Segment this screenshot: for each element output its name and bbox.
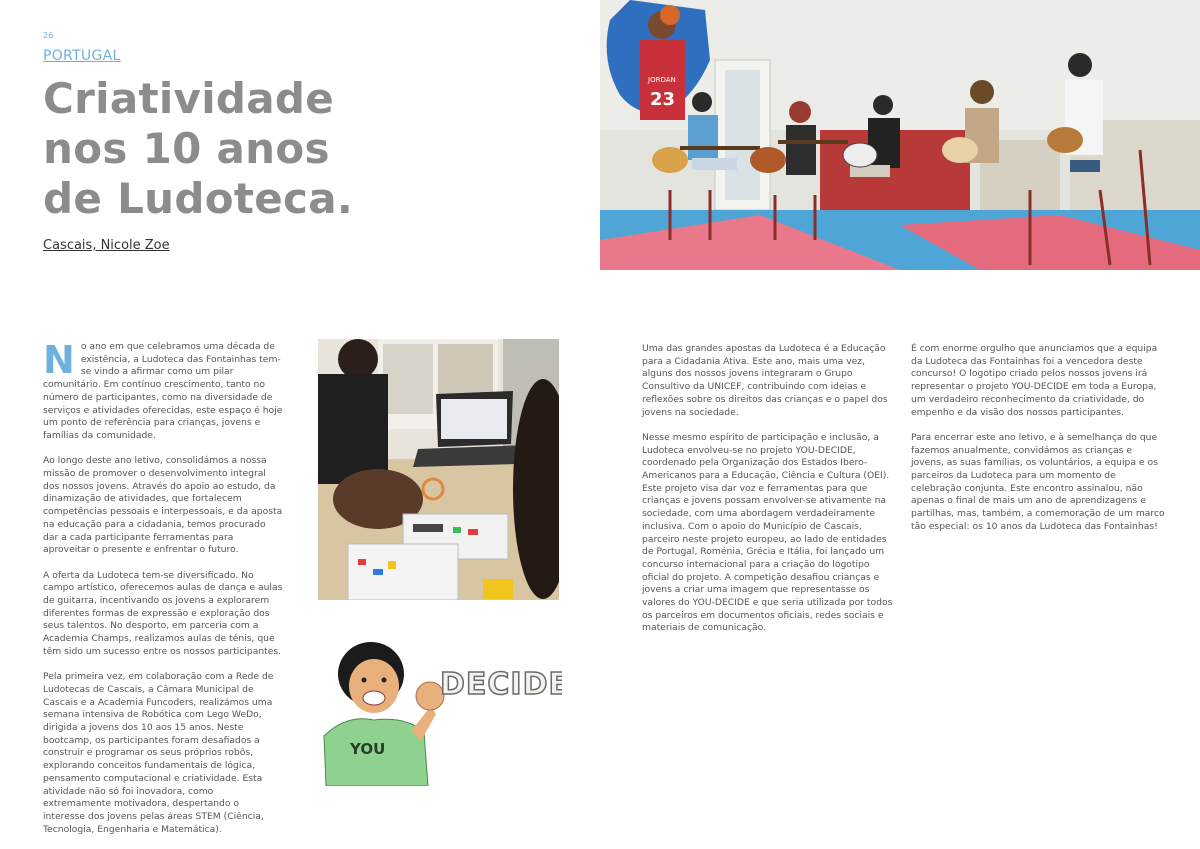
section-label: PORTUGAL [43,48,121,64]
title-line-2: nos 10 anos [43,124,330,173]
article-column-2 [642,343,896,648]
paragraph-intro [43,338,283,443]
you-decide-drawing [316,636,562,786]
svg-text:23: 23 [650,89,676,110]
article-title [43,74,363,224]
decide-text: DECIDE [440,667,562,702]
paragraph: Uma das grandes apostas da Ludoteca é a Educação para a Cidadania Ativa. Este ano, mais uma vez, alguns dos nossos jovens integraram o Grupo Consultivo da UNICEF, contribuindo com ideias e reflexões sobre os direitos das crianças e o papel dos jovens na sociedade. [642,343,888,418]
paragraph: Ao longo deste ano letivo, consolidámos a nossa missão de promover o desenvolvimento integral dos nossos jovens. Através do apoio ao estudo, da dinamização de atividades, que fortalecem competências pessoais e interpessoais, e da aposta na educação para a cidadania, temos procurado dar a cada participante ferramentas para aproveitar o presente e enfrentar o futuro. [43,455,283,556]
page-number: 26 [43,31,54,40]
title-line-3: de Ludoteca. [43,174,354,223]
robotics-workshop-illustration [318,339,559,600]
robotics-workshop-photo [318,339,559,600]
title-line-1: Criatividade [43,74,335,123]
article-column-3 [911,343,1167,546]
guitar-class-illustration [600,0,1200,270]
svg-text:JORDAN: JORDAN [648,76,676,84]
paragraph-intro-text: o ano em que celebramos uma década de existência, a Ludoteca das Fontainhas tem-se vindo a afirmar como um pilar comunitário. Em contínuo crescimento, tanto no número de participantes, como na diversidade de serviços e atividades oferecidas, este espaço é hoje um ponto de referência para crianças, jovens e famílias da comunidade. [43,341,283,441]
you-text: YOU [350,740,386,758]
dropcap: N [43,338,75,382]
paragraph: Para encerrar este ano letivo, e à semelhança do que fazemos anualmente, convidámos as crianças e jovens, as suas famílias, os voluntários, a equipa e os parceiros da Ludoteca para um momento de celebração conjunta. Este encontro assinalou, não apenas o final de mais um ano de aprendizagens e partilhas, mas, também, a comemoração de um marco tão especial: os 10 anos da Ludoteca das Fontainhas! [911,431,1165,532]
paragraph: Nesse mesmo espírito de participação e inclusão, a Ludoteca envolveu-se no projeto YOU-DECIDE, coordenado pela Organização dos Estados Ibero-Americanos para a Educação, Ciência e Cultura (OEI). Este projeto visa dar voz e ferramentas para que crianças e jovens possam envolver-se ativamente na sociedade, com uma abordagem verdadeiramente inclusiva. Com o apoio do Município de Cascais, parceiro neste projeto europeu, ao lado de entidades de Portugal, Roménia, Grécia e Itália, foi lançado um concurso internacional para a criação do logotipo oficial do projeto. A competição desafiou crianças e jovens a criar uma imagem que representasse os valores do YOU-DECIDE e que seria utilizada por todos os parceiros em documentos oficiais, redes sociais e materiais de comunicação. [642,431,893,634]
byline: Cascais, Nicole Zoe [43,238,170,253]
paragraph: Pela primeira vez, em colaboração com a Rede de Ludotecas de Cascais, a Câmara Municipal de Cascais e a Academia Funcoders, realizámos uma semana intensiva de Robótica com Lego WeDo, dirigida a jovens dos 10 aos 15 anos. Neste bootcamp, os participantes foram desafiados a construir e programar os seus próprios robôs, explorando conceitos fundamentais de lógica, pensamento computacional e criatividade. Esta atividade não só foi inovadora, como extremamente motivadora, despertando o interesse dos jovens pelas áreas STEM (Ciência, Tecnologia, Engenharia e Matemática). [43,671,274,835]
paragraph: A oferta da Ludoteca tem-se diversificado. No campo artístico, oferecemos aulas de dança e aulas de guitarra, incentivando os jovens a explorarem diferentes formas de expressão e exploração dos seus talentos. No desporto, em parceria com a Academia Champs, realizamos aulas de ténis, que têm sido um sucesso entre os nossos participantes. [43,569,283,657]
you-decide-logo-illustration [316,636,562,786]
article-column-1 [43,338,283,849]
guitar-class-photo [600,0,1200,270]
paragraph: É com enorme orgulho que anunciamos que a equipa da Ludoteca das Fontainhas foi a vencedora deste concurso! O logotipo criado pelos nossos jovens irá representar o projeto YOU-DECIDE em toda a Europa, um verdadeiro reconhecimento da criatividade, do empenho e da visão dos nossos participantes. [911,343,1158,418]
